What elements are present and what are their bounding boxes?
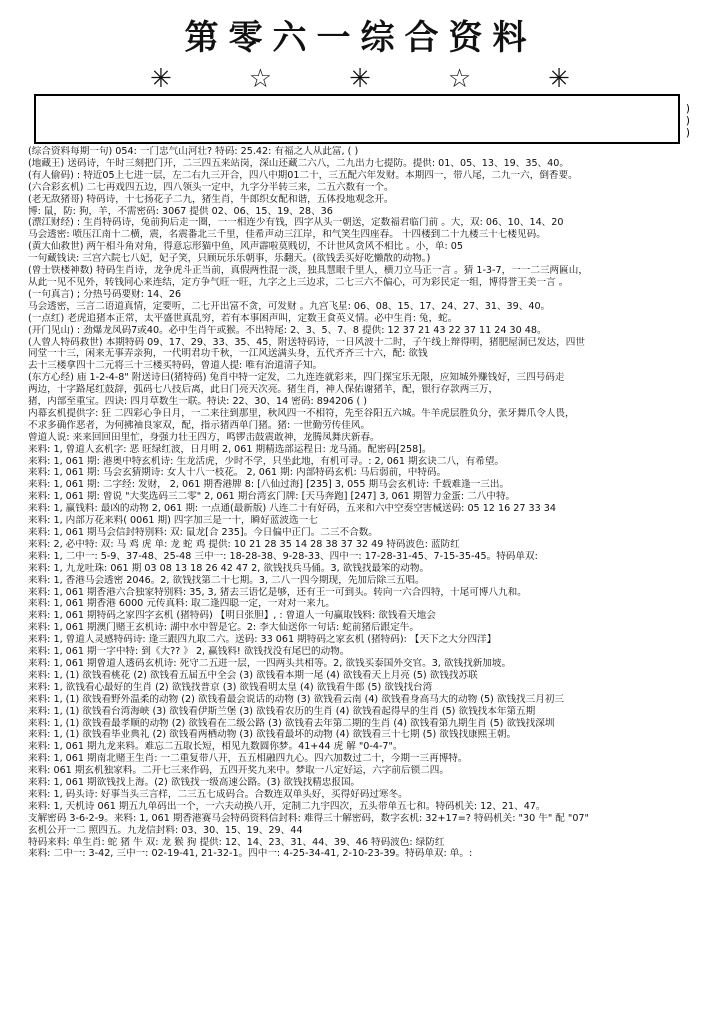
- asterisk-icon: ✳: [349, 64, 371, 94]
- text-line: 来料: 1, 欲钱看心最好的生肖 (2) 欲钱找普京 (3) 欲钱看明太皇 (4) 欲钱看牛郎 (5) 欲钱找台湾: [28, 681, 433, 693]
- star-icon: ☆: [248, 64, 273, 94]
- text-line: 来料: 1, (1) 欲钱看野外温柔的动物 (2) 欲钱看最会说话的动物 (3) 欲钱看云南 (4) 欲钱看身高马大的动物 (5) 欲钱找三月初三: [28, 693, 565, 705]
- text-line: 来料: 1, 061 期欲钱找上海。(2) 欲钱找一级高速公路。(3) 欲钱找精忠报国。: [28, 777, 361, 789]
- text-line: 内幕玄机提供字: 狂 二四彩心争日月，一二来往到那里，秋风四一不相符，先至谷阳五六城。牛羊虎层胜负分，张牙舞爪令人畏，: [28, 407, 575, 419]
- text-line: (黄大仙救世) 两午相斗角对角，得意忘形猫中鱼，风声霹啦莫贱切，不计世风贪风不相比 。小，单: 05: [28, 241, 464, 253]
- banner-mark: ): [685, 126, 690, 139]
- text-line: 来料: 1, (1) 欲钱看毕业典礼 (2) 欲钱看两栖动物 (3) 欲钱看最坏的动物 (4) 欲钱看三十七期 (5) 欲钱找康熙王朝。: [28, 729, 517, 741]
- text-line: 去十三楼拿四十二元将三十三楼买特码，曾道人提: 唯有治道清子知。: [28, 360, 323, 372]
- text-line: 来料: 1, 061 期曾道人透码玄机诗: 死守二五进一层，一四两头共相等。2, 欲钱买泰国外交官。3, 欲钱找新加坡。: [28, 657, 512, 669]
- text-line: 来料: 1, 天机诗 061 期五九单码出一个，一六夫动换八开，定制二九宇四次，五头带单五七和。特码机关: 12、21、47。: [28, 800, 546, 812]
- text-line: 来料: 二中一: 3-42, 三中一: 02-19-41, 21-32-1。四中一: 4-25-34-41, 2-10-23-39。特码单双: 单。:: [28, 848, 473, 860]
- text-line: 猪，内部至重宝。四诀: 四月草数生一联。特诀: 22、30、14 密码: 894206 ( ): [28, 396, 367, 408]
- text-line: (漂江财经) : 生肖特码诗，兔前狗后走一圈，一一相连少有钱，四字从头一朝送，定数福君临门前 。大，双: 06、10、14、20: [28, 217, 564, 229]
- text-line: 来料: 1, 香港马会透密 2046。2, 欲钱找第二十七期。3, 二八一四今期现，先加后除三五唱。: [28, 574, 425, 586]
- text-line: 两边，十字路尾红鼓辞，弧码七八技后离，此日门亮天次亮。猪生肖，神人保佑谢猪羊，配，银行存款两三万，: [28, 384, 499, 396]
- text-line: 来料: 1, 061 期一字中特: 到《大?? 》 2, 赢钱料! 欲钱找没有尾巴的动物。: [28, 646, 350, 658]
- text-line: 来料: 1, 061 期马会信封特别料: 双: 鼠龙[合 235]。今日偏中正门。二三不合数。: [28, 527, 378, 538]
- text-line: 玄机公开一二 照四五。九龙信封料: 03、30、15、19、29、44: [28, 824, 303, 836]
- page-title: 第零六一综合资料: [184, 18, 537, 58]
- text-line: 来料: 1, 061 期澳门赌王玄机诗: 湖中水中智是它。2: 李大仙送你一句话: 蛇前猪后跟定牛。: [28, 622, 419, 634]
- text-line: 来料: 2, 必中特: 双: 马 鸡 虎 单: 龙 蛇 鸡 提供: 10 21 28 35 14 28 38 37 32 49 特码波色: 蓝防红: [28, 538, 460, 550]
- text-line: 来料: 1, 曾道人灵感特码诗: 逢三跟四九取二六。送码: 33 061 期特码之家玄机 (猪特码): 【天下之大分四洋】: [28, 634, 497, 646]
- text-line: 同堂一十三，闲来无事弄亲狗，一代明君功千秋，一江风送满头身，五代齐齐三十六，配: 欲钱: [28, 348, 428, 360]
- text-line: 来料: 1, 二中一: 5-9、37-48、25-48 三中一: 18-28-38、9-28-33、四中一: 17-28-31-45、7-15-35-45。特码单双:: [28, 550, 538, 562]
- text-line: 来料: 061 期玄机独家料。二开七三来作码，五四开奖九来中。梦取一八定好运，六字前后锁二四。: [28, 765, 449, 777]
- text-line: 曾道人说: 来来回回田里忙，身强力壮王四方，鸣锣击鼓震敢神，龙腾凤舞庆新春。: [28, 431, 380, 443]
- text-line: (有人偷码) : 特近05上七进一层，左二右九三开合，四八中期01二十，三五配六年发财。本期四一，带八尾，二九一六，倒香要。: [28, 169, 578, 181]
- text-line: (一点红) 老虎追猪本正常，太平盛世真乱穷，若有本事困声叫，定数王食英义情。必中生肖: 兔，蛇。: [28, 312, 458, 324]
- text-line: (地藏王) 送码诗，午时三刻把门开，二三四五来站岗，深山还藏二六八，二九出力七提防。提供: 01、05、13、19、35、40。: [28, 157, 569, 169]
- star-icon: ☆: [447, 64, 472, 94]
- text-line: 来料: 1, (1) 欲钱看台湾海峡 (3) 欲钱看伊斯兰堡 (3) 欲钱看农历的生肖 (4) 欲钱看起得早的生肖 (5) 欲钱找本年第五期: [28, 705, 536, 717]
- banner-mark: ): [685, 114, 690, 127]
- text-line: 来料: 1, 061 期: 港奥中特玄机诗: 生龙活虎，少时不学，只坐此地，有机可寻。: 2, 061 期玄诀二八，有希望。: [28, 455, 505, 467]
- text-line: 来料: 1, 061 期: 曾说 "大奖选码三二零" 2, 061 期台湾玄门牌: [天马奔跑] [247] 3, 061 期智力金蛋: 二八中特。: [28, 491, 516, 503]
- text-line: 马会透密，三言二语道真情，定要听，二七开出富不贪，可发财 。九宫飞星: 06、08、15、17、24、27、31、39、40。: [28, 300, 551, 312]
- text-line: 来料: 1, 九龙吐珠: 061 期 03 08 13 18 26 42 47 2, 欲钱找兵马俑。3, 欲钱找最笨的动物。: [28, 562, 430, 574]
- text-line: 支解密码 3-6-2-9。来料: 1, 061 期香港赛马会特码资料信封料: 难得三十解密码，数字玄机: 32+17=? 特码机关: "30 牛" 配 "07": [28, 812, 589, 824]
- text-line: 来料: 1, 061 期特码之家四字玄机 (猪特码) 【明日张胆】, : 曾道人一句赢取钱料: 欲钱看天地会: [28, 610, 436, 622]
- text-line: 来料: 1, 061 期香港六合独家特别料: 35, 3, 猪去三语忆是够，还有王一可到头。转向一六合四特，十尾可博八九和。: [28, 586, 527, 598]
- text-line: (东方心经) 庙 1-2-4-8" 附送诗曰(猪特码) 兔肖中特一定发，二九连连就彩来，四门探宝乐无限，应知城外赚钱好，三四号码走: [28, 372, 565, 384]
- text-line: (综合资料每期一句) 054: 一门忠气山河壮? 特码: 25.42: 有福之人从此富, ( ): [28, 146, 359, 157]
- text-line: 来料: 1, 赢钱料: 最凶的动物 2, 061 期: 一点通(最新版) 八连二十有好码，五来和六中空奏空害械送码: 05 12 16 27 33 34: [28, 503, 556, 515]
- text-line: 马会透密: 喷压江南十二横，震，名震番北三千里，佳希声动三江岸，和气笑生四座春。 十四楼到二十九楼三十七楼见码。: [28, 229, 546, 241]
- asterisk-icon: ✳: [548, 64, 570, 94]
- star-row: [150, 66, 570, 92]
- text-line: 博: 鼠，防: 狗，羊，不需密码: 3067 提供 02、06、15、19、28、36: [28, 205, 333, 217]
- text-line: 来料: 1, 061 期: 马会玄猜期诗: 女人十八一枝花。 2, 061 期: 内部特码玄机: 马后弱前，中特码。: [28, 467, 447, 479]
- text-line: 来料: 1, 内部万花来料( 0061 期) 四字加三是一十，瞬好蓝波选一七: [28, 515, 318, 527]
- text-line: 从此一见不见外，转钱同心来连结，定方争气旺一旺，九字之上三边求，二七三六不偏心，可为彩民定一组，博得誉王美一言 。: [28, 276, 569, 288]
- text-line: (开门见山) : 劲爆龙凤码7或40。必中生肖午或猴。不出特尾: 2、3、5、7、8 提供: 12 37 21 43 22 37 11 24 30 48。: [28, 324, 547, 336]
- text-line: 来料: 1, 061 期九龙来料。难忘二五取长短，相见九数圆你梦。41+44 虎 解 "0-4-7"。: [28, 741, 403, 753]
- text-line: 来料: 1, 码头诗: 好事当头三言样，二三五七成码合。合数连双单头好，买得好码过寒冬。: [28, 788, 408, 800]
- text-line: (老无敌猪哥) 特码诗，十七扬花子二九，猪生肖，牛郎织女配和谐，五体投地观念开。: [28, 193, 394, 205]
- text-line: (人曾人特码救世) 本期特码 09、17、29、33、35、45，附送特码诗，一日风波十二时，子午线上辩得明，猪肥屋洞已发达，四世: [28, 336, 585, 348]
- text-line: 不求多确作恶者，为何拂袖良家双，配，指示猪西单门猪。猪: 一世勤劳传佳风。: [28, 419, 371, 431]
- text-line: (一句真言) ; 分热号码要财: 14、26: [28, 288, 182, 300]
- text-line: 来料: 1, 曾道人玄机字: 恶 旺绿红波，日月明 2, 061 期精选部运程日: 龙马涌。配密码[258]。: [28, 443, 432, 455]
- text-line: 来料: 1, (1) 欲钱看最孝顺的动物 (2) 欲钱看在二级公路 (3) 欲钱看去年第二期的生肖 (4) 欲钱看第九期生肖 (5) 欲钱找深圳: [28, 717, 555, 729]
- text-line: 来料: 1, (1) 欲钱看桃花 (2) 欲钱看五届五中全会 (3) 欲钱看本期一尾 (4) 欲钱看天上月亮 (5) 欲钱找苏联: [28, 669, 478, 681]
- text-line: 特码来料: 单生肖: 蛇 猪 牛 双: 龙 猴 狗 提供: 12、14、23、31、44、39、46 特码波色: 绿防红: [28, 836, 445, 848]
- text-line: (六合彩玄机) 二七再戏四五边，四八领头一定中，九字分半转三来，二五六数有一个。: [28, 181, 394, 193]
- text-line: 来料: 1, 061 期: 二字经: 发财， 2, 061 期香港牌 8: [八仙过海] [235] 3, 055 期马会玄机诗: 千载难逢一三出。: [28, 479, 510, 491]
- text-line: 来料: 1, 061 期南北赌王生肖: 一二重复带八开，五五相融四九心。四六加数过二十，今期一三再博特。: [28, 753, 468, 765]
- blank-banner-box: [34, 94, 690, 144]
- text-line: 一句藏钱诀: 三宫六院七八妃，妃子笑，只顾玩乐乐朝事，乐翻天。(欲钱丢买好吃懒散的动物。): [28, 253, 431, 265]
- banner-mark: ): [685, 102, 690, 115]
- text-line: 来料: 1, 061 期香港 6000 元传真料: 取二逢四聪一定，一对对一来九。: [28, 598, 335, 610]
- asterisk-icon: ✳: [150, 64, 172, 94]
- lottery-text-body: [28, 146, 704, 1018]
- text-line: (曾士铁楼神数) 特码生肖诗，龙争虎斗正当前，真假两性混一淡，独具慧眼千里人，横刀立马正一言 。猜 1-3-7，一一二三两匾山，: [28, 265, 588, 277]
